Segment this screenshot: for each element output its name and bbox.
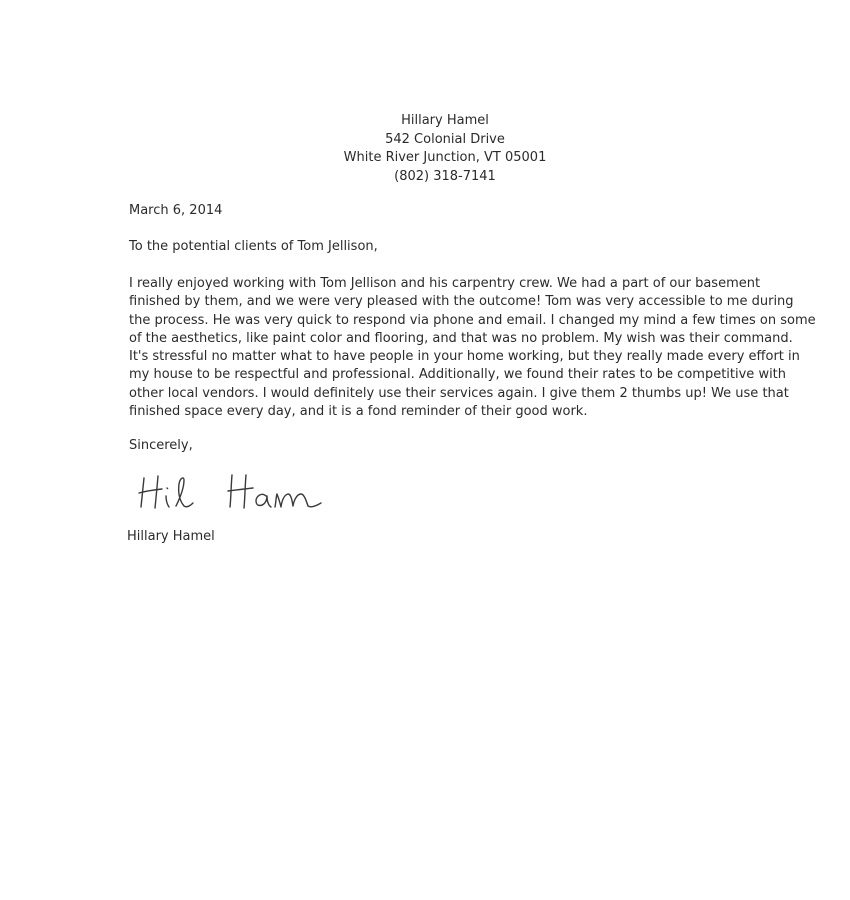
closing: Sincerely, <box>129 438 193 453</box>
sender-street: 542 Colonial Drive <box>385 131 505 147</box>
sender-name: Hillary Hamel <box>401 113 489 128</box>
body-line: I really enjoyed working with Tom Jellison and his carpentry crew. We had a part of our basement <box>129 276 761 291</box>
salutation: To the potential clients of Tom Jellison, <box>129 239 378 254</box>
letter-date: March 6, 2014 <box>129 203 223 218</box>
body-line: finished space every day, and it is a fond reminder of their good work. <box>129 404 588 420</box>
body-line: It's stressful no matter what to have people in your home working, but they really made every effort in <box>129 349 800 365</box>
body-line: other local vendors. I would definitely use their services again. I give them 2 thumbs up! We use that <box>129 385 789 401</box>
body-line: of the aesthetics, like paint color and flooring, and that was no problem. My wish was their command. <box>129 330 793 346</box>
sender-phone: (802) 318-7141 <box>394 168 496 184</box>
body-line: my house to be respectful and professional. Additionally, we found their rates to be competitive with <box>129 367 787 383</box>
printed-name: Hillary Hamel <box>127 529 215 544</box>
body-line: the process. He was very quick to respond via phone and email. I changed my mind a few times on some <box>129 312 816 328</box>
sender-address-block <box>0 112 850 186</box>
body-line: finished by them, and we were very pleased with the outcome! Tom was very accessible to me during <box>129 294 794 310</box>
letter-body <box>129 275 816 421</box>
handwritten-signature <box>136 466 336 512</box>
sender-city-state-zip: White River Junction, VT 05001 <box>343 150 547 165</box>
signature-icon <box>136 466 336 512</box>
